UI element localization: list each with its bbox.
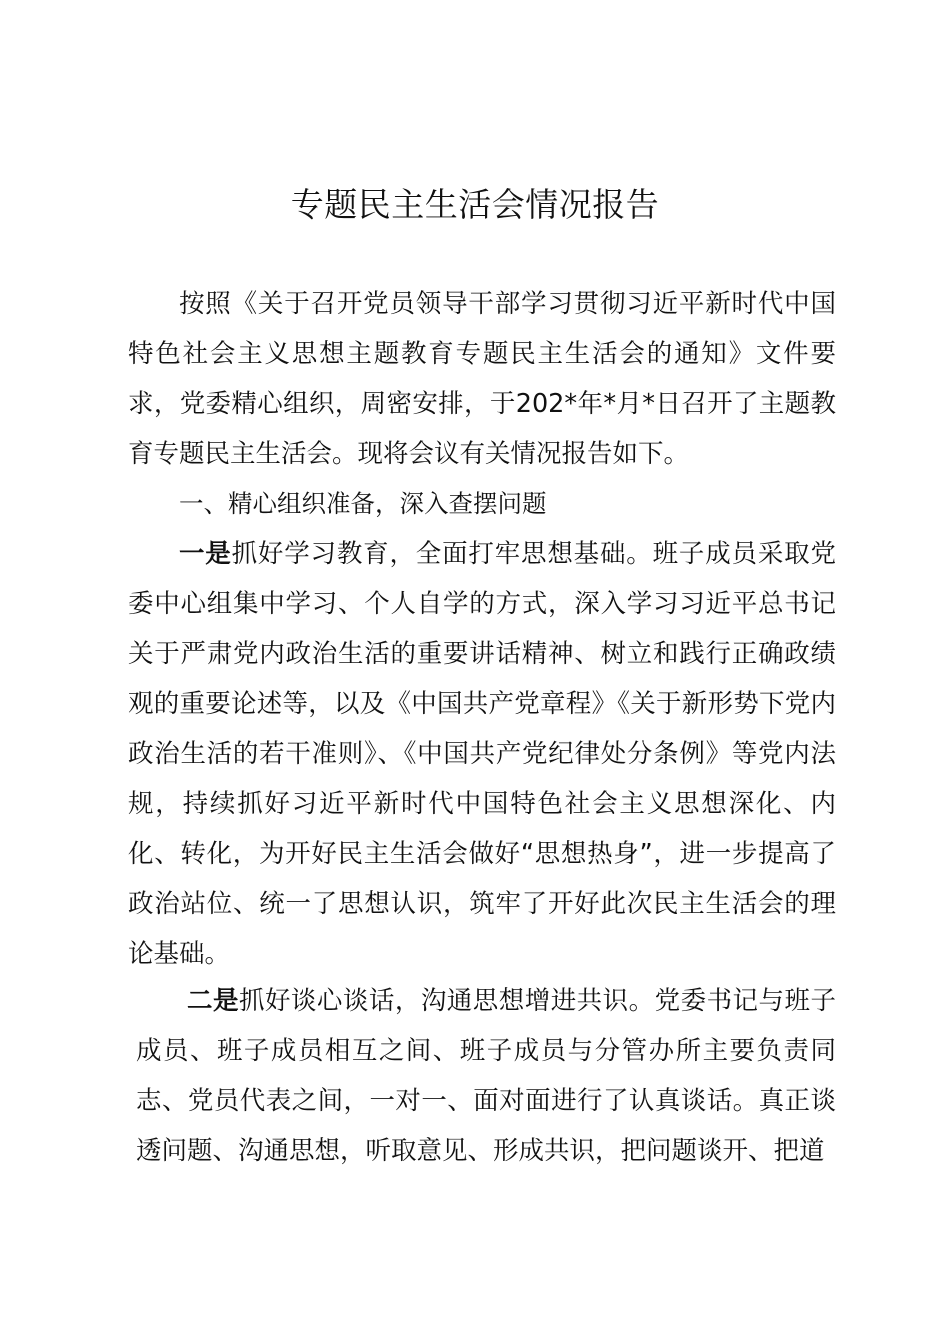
document-title: 专题民主生活会情况报告 [290, 185, 660, 224]
intro-paragraph: 按照《关于召开党员领导干部学习贯彻习近平新时代中国特色社会主义思想主题教育专题民主生活会的通知》文件要求，党委精心组织，周密安排，于202*年*月*日召开了主题教育专题民主生活会。现将会议有关情况报告如下。 [128, 289, 836, 469]
section-heading: 一、精心组织准备，深入查摆问题 [179, 489, 547, 518]
item-one-paragraph [128, 529, 836, 979]
item-two-paragraph [136, 976, 836, 1176]
item-one-text: 抓好学习教育，全面打牢思想基础。班子成员采取党委中心组集中学习、个人自学的方式，深入学习习近平总书记关于严肃党内政治生活的重要讲话精神、树立和践行正确政绩观的重要论述等，以及《中国共产党章程》《关于新形势下党内政治生活的若干准则》、《中国共产党纪律处分条例》等党内法规，持续抓好习近平新时代中国特色社会主义思想深化、内化、转化，为开好民主生活会做好“思想热身”，进一步提高了政治站位、统一了思想认识，筑牢了开好此次民主生活会的理论基础。 [128, 539, 836, 969]
item-one-lead: 一是 [179, 539, 232, 569]
item-two-lead: 二是 [187, 986, 239, 1016]
item-two-text: 抓好谈心谈话，沟通思想增进共识。党委书记与班子成员、班子成员相互之间、班子成员与分管办所主要负责同志、党员代表之间，一对一、面对面进行了认真谈话。真正谈透问题、沟通思想，听取意见、形成共识，把问题谈开、把道 [136, 986, 836, 1166]
